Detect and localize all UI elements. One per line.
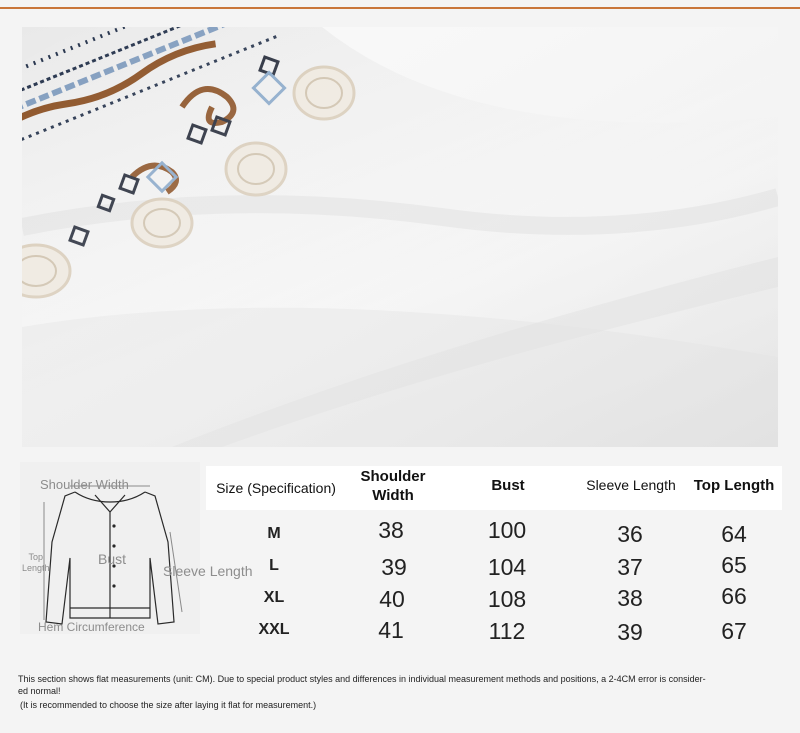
row-size-l: L bbox=[269, 557, 279, 574]
cell-bust: 112 bbox=[488, 618, 526, 644]
header-shoulder bbox=[348, 467, 438, 505]
cell-length: 65 bbox=[721, 552, 747, 578]
hem-label: Hem Circumference bbox=[38, 620, 145, 634]
embroidery-illustration bbox=[22, 27, 778, 447]
cell-sleeve: 39 bbox=[617, 619, 643, 645]
sleeve-length-label: Sleeve Length bbox=[163, 563, 253, 579]
header-shoulder-line2: Width bbox=[372, 487, 414, 504]
cell-sleeve: 38 bbox=[617, 585, 643, 611]
note-line-1: This section shows flat measurements (unit: CM). Due to special product styles and differences in individual measurement methods and positions, a 2-4CM error is consider- bbox=[18, 674, 706, 684]
cell-shoulder: 38 bbox=[378, 517, 404, 543]
cell-length: 66 bbox=[721, 583, 747, 609]
cell-length: 64 bbox=[721, 521, 747, 547]
row-size-xl: XL bbox=[263, 589, 285, 606]
header-top-length: Top Length bbox=[693, 477, 775, 494]
cell-shoulder: 41 bbox=[378, 617, 404, 643]
cell-sleeve: 37 bbox=[617, 554, 643, 580]
cell-bust: 108 bbox=[487, 586, 527, 612]
top-divider bbox=[0, 7, 800, 9]
bust-label: Bust bbox=[98, 551, 127, 567]
cell-shoulder: 39 bbox=[381, 554, 407, 580]
header-size: Size (Specification) bbox=[216, 480, 336, 496]
measurement-recommendation: (It is recommended to choose the size after laying it flat for measurement.) bbox=[20, 700, 317, 710]
measurement-note bbox=[18, 673, 788, 697]
row-size-xxl: XXL bbox=[258, 621, 290, 638]
header-sleeve: Sleeve Length bbox=[586, 477, 676, 493]
measurement-diagram bbox=[20, 462, 253, 634]
cell-bust: 100 bbox=[487, 517, 527, 543]
top-length-label: Top Length bbox=[22, 552, 50, 573]
header-bust: Bust bbox=[491, 477, 525, 494]
cell-sleeve: 36 bbox=[617, 521, 643, 547]
size-table bbox=[206, 462, 786, 652]
note-line-2: ed normal! bbox=[18, 686, 61, 696]
cell-bust: 104 bbox=[487, 554, 527, 580]
shoulder-width-label: Shoulder Width bbox=[40, 477, 129, 492]
header-shoulder-line1: Shoulder bbox=[360, 468, 426, 485]
cell-shoulder: 40 bbox=[379, 586, 405, 612]
cell-length: 67 bbox=[721, 618, 747, 644]
product-photo bbox=[22, 27, 778, 447]
row-size-m: M bbox=[267, 525, 281, 542]
